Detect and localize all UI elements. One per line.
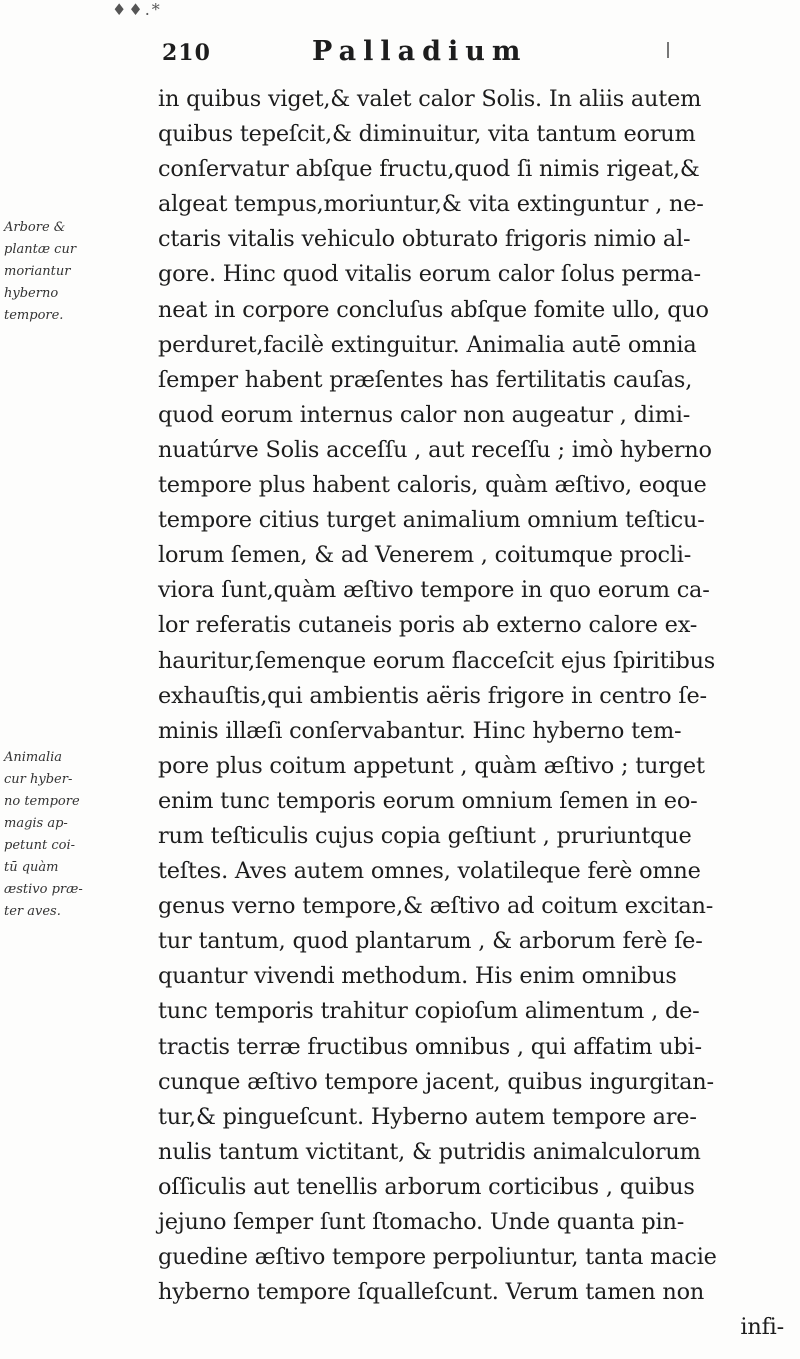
text-line: enim tunc temporis eorum omnium ſemen in eo-	[158, 787, 698, 814]
text-line: lorum ſemen, & ad Venerem , coitumque procli-	[158, 542, 692, 569]
catchword: infi-	[740, 1314, 784, 1341]
text-line: hauritur,ſemenque eorum flacceſcit ejus ſpiritibus	[158, 647, 716, 674]
margin-note-line: Arbore &	[4, 220, 66, 235]
page-number: 210	[162, 40, 211, 66]
running-title: Palladium	[312, 36, 528, 67]
margin-note-trees	[4, 217, 154, 327]
margin-note-line: æstivo præ-	[4, 882, 83, 897]
margin-note-line: magis ap-	[4, 816, 68, 831]
text-line: jejuno ſemper ſunt ſtomacho. Unde quanta pin-	[158, 1209, 685, 1235]
text-line: ſemper habent præſentes has fertilitatis cauſas,	[158, 366, 693, 393]
text-line: tur,& pingueſcunt. Hyberno autem tempore are-	[158, 1103, 697, 1130]
margin-note-line: moriantur	[4, 264, 71, 279]
text-line: perduret,facilè extinguitur. Animalia autē omnia	[158, 331, 697, 358]
margin-note-line: petunt coi-	[4, 838, 75, 853]
text-line: minis illæſi conſervabantur. Hinc hyberno tem-	[158, 717, 682, 744]
margin-note-line: plantæ cur	[4, 242, 77, 257]
margin-note-line: Animalia	[4, 750, 63, 765]
text-line: cunque æſtivo tempore jacent, quibus ingurgitan-	[158, 1068, 714, 1095]
text-line: quod eorum internus calor non augeatur , dimi-	[158, 401, 691, 428]
text-line: rum teſticulis cujus copia geſtiunt , pruriuntque	[158, 822, 692, 849]
text-line: neat in corpore concluſus abſque fomite ullo, quo	[158, 296, 709, 323]
text-line: algeat tempus,moriuntur,& vita extinguntur , ne-	[158, 191, 704, 218]
text-line: genus verno tempore,& æſtivo ad coitum excitan-	[158, 893, 714, 920]
text-line: tractis terræ fructibus omnibus , qui affatim ubi-	[158, 1033, 702, 1060]
text-line: nuatúrve Solis acceſſu , aut receſſu ; imò hyberno	[158, 436, 712, 463]
page-header	[162, 36, 722, 80]
text-line: viora ſunt,quàm æſtivo tempore in quo eorum ca-	[158, 577, 710, 604]
margin-note-line: tū quàm	[4, 860, 59, 875]
text-line: hyberno tempore ſqualleſcunt. Verum tamen non	[158, 1279, 705, 1306]
margin-note-line: ter aves.	[4, 904, 61, 919]
margin-note-line: hyberno	[4, 286, 59, 301]
margin-note-animals	[4, 747, 154, 923]
body-text	[158, 82, 790, 1345]
text-line: lor referatis cutaneis poris ab externo calore ex-	[158, 612, 698, 639]
header-tick-mark	[667, 42, 669, 58]
text-line: tunc temporis trahitur copioſum alimentum , de-	[158, 998, 700, 1025]
corner-marks: ♦♦.*	[112, 0, 162, 19]
text-line: tempore plus habent caloris, quàm æſtivo, eoque	[158, 472, 707, 499]
margin-note-line: no tempore	[4, 794, 80, 809]
text-line: oſſiculis aut tenellis arborum corticibus , quibus	[158, 1173, 695, 1200]
text-line: pore plus coitum appetunt , quàm æſtivo ; turget	[158, 752, 705, 779]
text-line: quantur vivendi methodum. His enim omnibus	[158, 963, 677, 990]
margin-note-line: tempore.	[4, 308, 64, 323]
text-line: in quibus viget,& valet calor Solis. In aliis autem	[158, 86, 702, 112]
text-line: ctaris vitalis vehiculo obturato frigoris nimio al-	[158, 226, 691, 253]
margin-note-line: cur hyber-	[4, 772, 73, 787]
text-line: teſtes. Aves autem omnes, volatileque ferè omne	[158, 858, 701, 885]
text-line: tempore citius turget animalium omnium teſticu-	[158, 507, 705, 534]
text-line: exhauſtis,qui ambientis aëris frigore in centro ſe-	[158, 682, 707, 709]
text-line: gore. Hinc quod vitalis eorum calor ſolus perma-	[158, 261, 701, 288]
text-line: quibus tepeſcit,& diminuitur, vita tantum eorum	[158, 121, 696, 148]
text-line: guedine æſtivo tempore perpoliuntur, tanta macie	[158, 1244, 717, 1271]
text-line: conſervatur abſque fructu,quod ſi nimis rigeat,&	[158, 156, 700, 183]
text-line: nulis tantum victitant, & putridis animalculorum	[158, 1138, 701, 1165]
text-line: tur tantum, quod plantarum , & arborum ferè ſe-	[158, 928, 703, 955]
